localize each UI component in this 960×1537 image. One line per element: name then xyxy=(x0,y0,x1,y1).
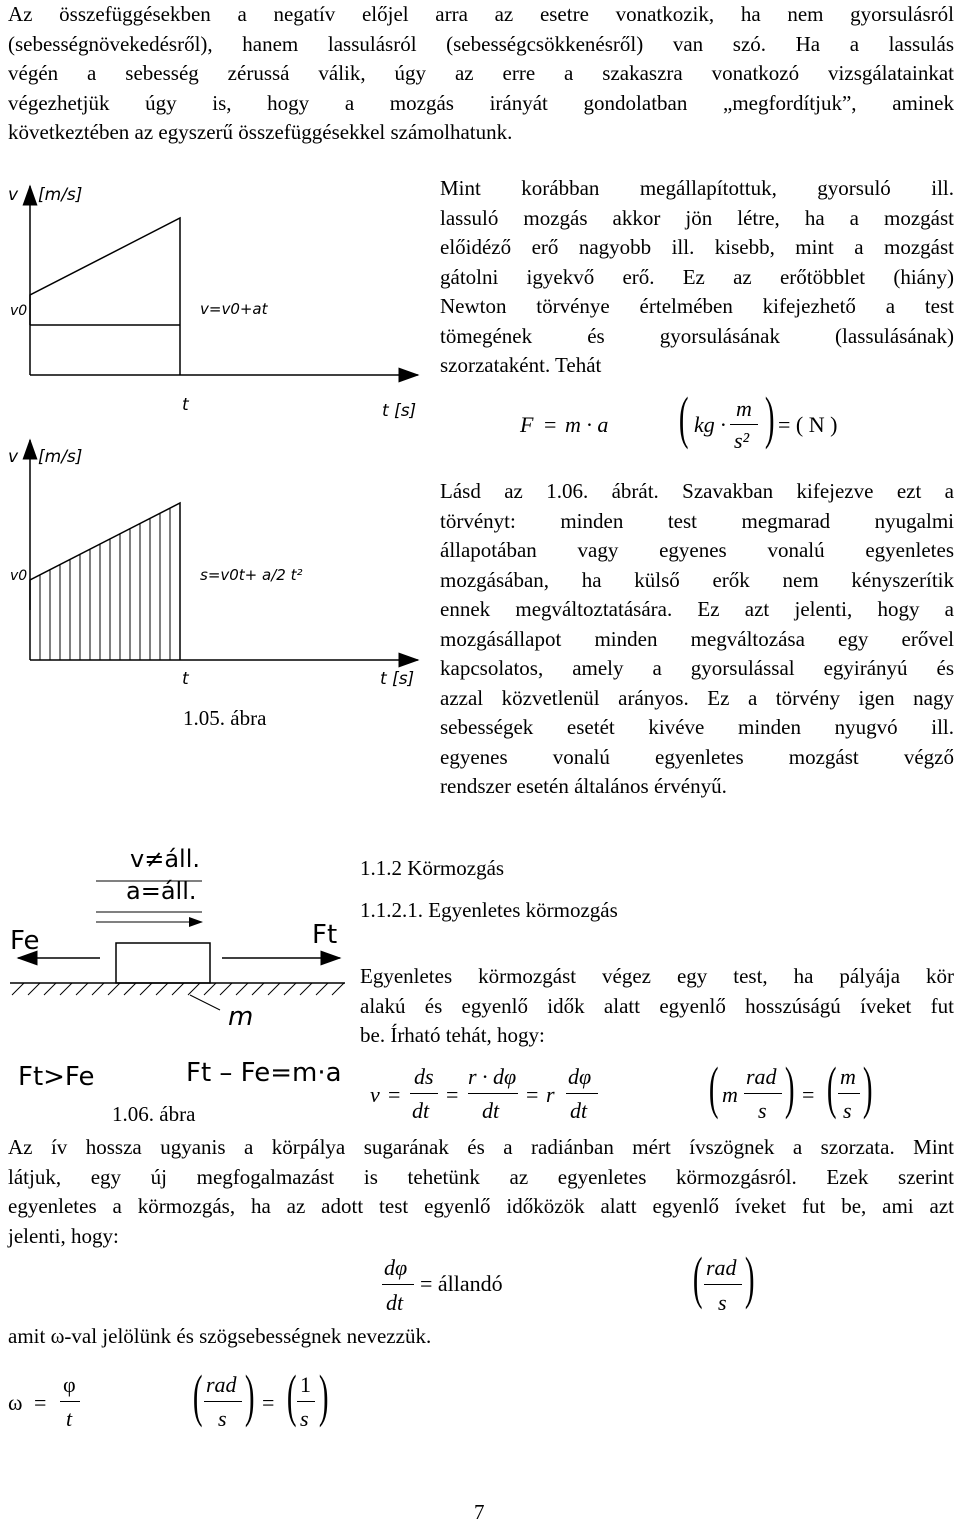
frac-bar-3 xyxy=(566,1093,598,1094)
frac-bar-c xyxy=(382,1284,414,1285)
law-line: ennek megváltoztatására. Ez azt jelenti, hogy a xyxy=(440,597,954,621)
v0-label: v0 xyxy=(10,303,28,319)
formula-F: F xyxy=(520,412,534,437)
rdphi-num: r · dφ xyxy=(468,1064,517,1089)
eq-constant: = állandó xyxy=(420,1271,503,1296)
paren-l-2: ( xyxy=(826,1055,837,1120)
s-den-2: s xyxy=(843,1098,852,1123)
frac-bar-c2 xyxy=(704,1284,742,1285)
t-axis-label-2: t [s] xyxy=(380,669,415,689)
s-o: s xyxy=(218,1406,227,1431)
law-line: kapcsolatos, amely a gyorsulással egyirányú és xyxy=(440,656,954,680)
v-axis-label-2: v xyxy=(8,447,19,467)
formula-eq: = xyxy=(544,412,557,437)
dt-den-1: dt xyxy=(412,1098,430,1123)
formula-ma: m · a xyxy=(565,412,609,437)
frac-bar-2 xyxy=(468,1093,518,1094)
eq-3: = xyxy=(526,1082,539,1107)
mass-block xyxy=(116,943,210,983)
dt-den-3: dt xyxy=(570,1098,588,1123)
paren-l-o: ( xyxy=(192,1363,203,1428)
law-line: sebességek esetét kivéve minden nyugvó ill. xyxy=(440,715,954,739)
dt-c: dt xyxy=(386,1290,404,1315)
rad-o: rad xyxy=(206,1372,237,1397)
law-line: Lásd az 1.06. ábrát. Szavakban kifejezve ezt a xyxy=(440,479,954,503)
t-den: t xyxy=(66,1406,73,1431)
v-axis-label: v xyxy=(8,185,19,205)
figure-1-06 xyxy=(0,835,350,1105)
force-inequality: Ft>Fe xyxy=(18,1062,95,1092)
v-axis-unit: [m/s] xyxy=(38,185,83,205)
paren-right: ) xyxy=(764,385,775,450)
law-line: törvényt: minden test megmarad nyugalmi xyxy=(440,508,954,533)
velocity-time-graph xyxy=(8,185,418,421)
eq-omega-2: = xyxy=(262,1390,275,1415)
intro-line: végezhetjük úgy is, hogy a mozgás irányát gondolatban „megfordítjuk”, aminek xyxy=(8,90,954,115)
frac-bar-o2 xyxy=(204,1401,242,1402)
outro-line: látjuk, egy új megfogalmazást is tehetünk az egyenletes körmozgásról. Ezek szerint xyxy=(8,1164,954,1189)
paren-r-2: ) xyxy=(862,1055,873,1120)
fraction-bar xyxy=(730,424,758,425)
paren-l-o2: ( xyxy=(286,1363,297,1428)
intro-line: Az összefüggésekben a negatív előjel arra az esetre vonatkozik, ha nem gyorsulásról xyxy=(8,2,954,26)
rad-num: rad xyxy=(746,1064,777,1089)
newton-line: lassuló mozgás akkor jön létre, ha a mozgást xyxy=(440,205,954,230)
frac-bar-4 xyxy=(744,1093,782,1094)
r-symbol: r xyxy=(546,1082,555,1107)
eq-omega: = xyxy=(34,1390,47,1415)
newton-paragraph xyxy=(440,174,954,381)
v-symbol: v xyxy=(370,1082,380,1107)
eq-2: = xyxy=(446,1082,459,1107)
intro-line: (sebességnövekedésről), hanem lassulásról (sebességcsökkenésről) van szó. Ha a lassulás xyxy=(8,31,954,56)
frac-bar-1 xyxy=(410,1093,438,1094)
ground-hatch xyxy=(12,983,344,995)
paren-r-o: ) xyxy=(244,1363,255,1428)
Ft-label: Ft xyxy=(312,920,338,950)
t-axis-label: t [s] xyxy=(382,401,417,421)
figure-1-05-caption: 1.05. ábra xyxy=(183,706,267,730)
newton-line: szorzataként. Tehát xyxy=(440,353,602,377)
circular-paragraph xyxy=(360,962,954,1051)
intro-paragraph xyxy=(8,0,954,148)
figure-1-06-caption: 1.06. ábra xyxy=(112,1102,196,1126)
frac-bar-5 xyxy=(838,1093,860,1094)
s-den-1: s xyxy=(758,1098,767,1123)
circular-line: be. Írható tehát, hogy: xyxy=(360,1023,545,1047)
m-num: m xyxy=(840,1064,856,1089)
a-const-label: a=áll. xyxy=(126,877,197,905)
force-equation: Ft – Fe=m·a xyxy=(186,1058,342,1088)
intro-line: következtében az egyszerű összefüggésekkel számolhatunk. xyxy=(8,120,513,144)
law-paragraph xyxy=(440,477,954,802)
outro-line: jelenti, hogy: xyxy=(8,1223,119,1248)
paren-r-o2: ) xyxy=(318,1363,329,1428)
unit-s2: s² xyxy=(734,428,750,453)
law-line: egyenes vonalú egyenletes mozgást végző xyxy=(440,744,954,769)
law-line: mozgásállapot minden megváltozása egy erővel xyxy=(440,626,954,651)
intro-line: végén a sebesség zérussá válik, úgy az erre a szakaszra vonatkozó vizsgálatainkat xyxy=(8,61,954,85)
unit-kg: kg · xyxy=(694,412,726,437)
ds-num: ds xyxy=(414,1064,434,1089)
v0-label-2: v0 xyxy=(10,568,28,584)
heading-uniform-circular-motion: 1.1.2.1. Egyenletes körmozgás xyxy=(360,898,618,922)
newton-line: tömegének és gyorsulásának (lassulásának) xyxy=(440,323,954,348)
heading-circular-motion: 1.1.2 Körmozgás xyxy=(360,856,505,880)
v-not-const-label: v≠áll. xyxy=(130,845,200,873)
Fe-label: Fe xyxy=(10,926,40,956)
newton-line: gátolni igyekvő erő. Ez az erőtöbblet (hiány) xyxy=(440,264,954,289)
s-o2: s xyxy=(300,1406,309,1431)
newton-line: Newton törvénye értelmében kifejezhető a test xyxy=(440,294,954,318)
eq-1: = xyxy=(388,1082,401,1107)
outro-paragraph xyxy=(8,1133,954,1251)
omega-line: amit ω-val jelölünk és szögsebességnek nevezzük. xyxy=(8,1324,432,1348)
frac-bar-o xyxy=(60,1401,80,1402)
law-line: rendszer esetén általános érvényű. xyxy=(440,774,727,798)
distance-time-graph xyxy=(8,440,418,689)
paren-l-c: ( xyxy=(692,1245,703,1310)
outro-line: Az ív hossza ugyanis a körpálya sugarának és a radiánban mért ívszögnek a szorzata. Mint xyxy=(8,1135,954,1159)
m-label: m xyxy=(228,1002,254,1032)
velocity-formula: v=v0+at xyxy=(200,300,268,318)
law-line: azzal közvetlenül arányos. Ez a törvény igen nagy xyxy=(440,685,954,710)
figure-1-05 xyxy=(0,170,430,730)
distance-formula: s=v0t+ a/2 t² xyxy=(200,566,303,584)
newton-line: előidéző erő nagyobb ill. kisebb, mint a mozgást xyxy=(440,235,954,259)
circular-line: alakú és egyenlő idők alatt egyenlő hosszúságú íveket fut xyxy=(360,993,954,1018)
paren-l-1: ( xyxy=(708,1055,719,1120)
paren-r-c: ) xyxy=(744,1245,755,1310)
rad-c: rad xyxy=(706,1255,737,1280)
unit-m: m xyxy=(736,396,752,421)
one-num: 1 xyxy=(300,1372,311,1397)
eq-4: = xyxy=(802,1082,815,1107)
t-label: t xyxy=(182,395,189,415)
m-unit: m xyxy=(722,1082,738,1107)
unit-N: = ( N ) xyxy=(778,412,838,437)
phi-num: φ xyxy=(63,1372,76,1397)
v-axis-unit-2: [m/s] xyxy=(38,447,83,467)
dphi-c: dφ xyxy=(384,1255,408,1280)
dt-den-2: dt xyxy=(482,1098,500,1123)
dphi-num: dφ xyxy=(568,1064,592,1089)
circular-line: Egyenletes körmozgást végez egy test, ha pályája kör xyxy=(360,964,954,988)
s-c: s xyxy=(718,1290,727,1315)
paren-r-1: ) xyxy=(784,1055,795,1120)
paren-left: ( xyxy=(678,385,689,450)
frac-bar-o3 xyxy=(297,1401,315,1402)
page-number: 7 xyxy=(474,1500,485,1524)
omega-symbol: ω xyxy=(8,1390,23,1415)
law-line: mozgásában, ha külső erők nem kényszerítik xyxy=(440,567,954,592)
law-line: állapotában vagy egyenes vonalú egyenletes xyxy=(440,538,954,562)
outro-line: egyenletes a körmozgás, ha az adott test egyenlő időközök alatt egyenlő íveket fut be, ami azt xyxy=(8,1194,954,1218)
t-label-2: t xyxy=(182,669,189,689)
newton-line: Mint korábban megállapítottuk, gyorsuló ill. xyxy=(440,176,954,200)
